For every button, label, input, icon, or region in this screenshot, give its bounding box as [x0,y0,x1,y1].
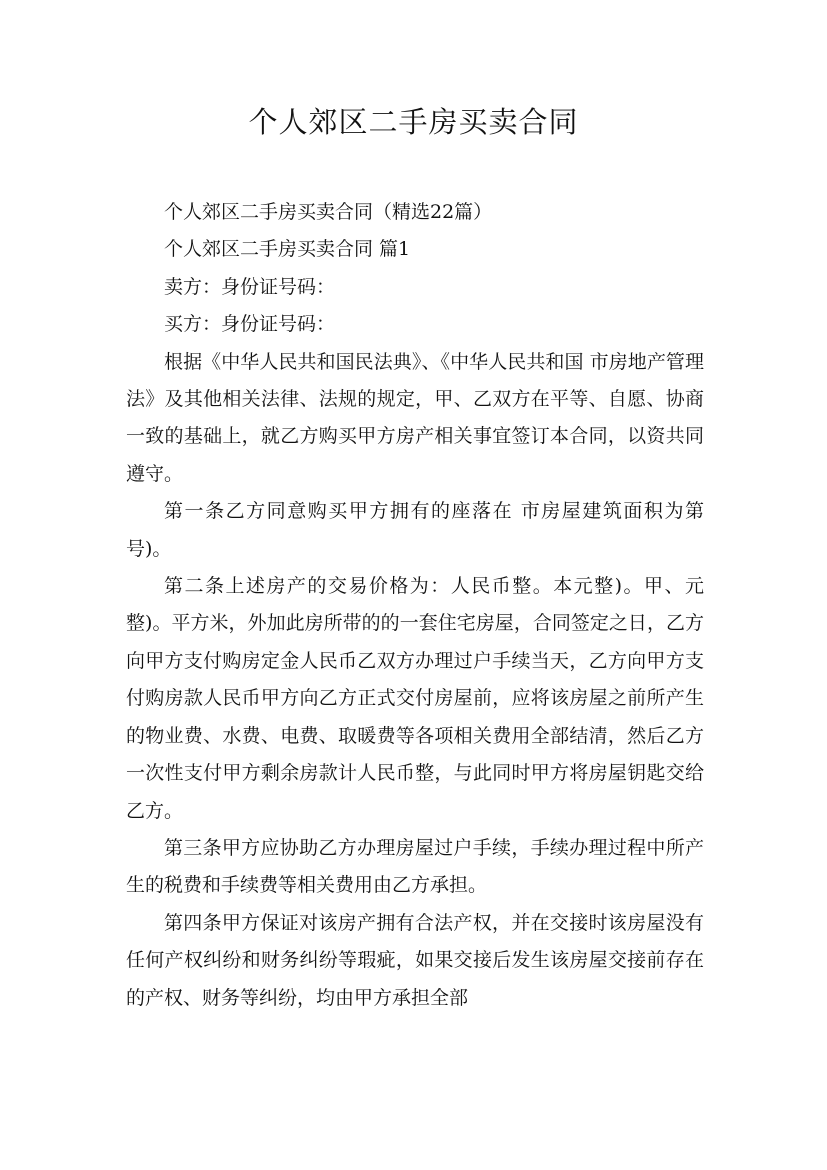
paragraph-subtitle: 个人郊区二手房买卖合同（精选22篇） [164,201,493,223]
paragraph-article-4: 第四条甲方保证对该房产拥有合法产权，并在交接时该房屋没有任何产权纠纷和财务纠纷等瑕疵，如果交接后发生该房屋交接前存在的产权、财务等纠纷，均由甲方承担全部 [126,911,704,1009]
paragraph-preamble: 根据《中华人民共和国民法典》、《中华人民共和国 市房地产管理法》及其他相关法律、法规的规定，甲、乙双方在平等、自愿、协商一致的基础上，就乙方购买甲方房产相关事宜签订本合同，以资共同遵守。 [126,350,704,485]
paragraph-article-1: 第一条乙方同意购买甲方拥有的座落在 市房屋建筑面积为第号)。 [126,500,704,560]
paragraph-section-heading: 个人郊区二手房买卖合同 篇1 [164,238,411,261]
document-title: 个人郊区二手房买卖合同 [248,105,579,139]
document-body [126,194,704,1017]
paragraph-buyer: 买方：身份证号码： [164,313,336,336]
paragraph-article-2: 第二条上述房产的交易价格为：人民币整。本元整)。甲、元整)。平方米，外加此房所带的的一套住宅房屋，合同签定之日，乙方向甲方支付购房定金人民币乙双方办理过户手续当天，乙方向甲方支付购房款人民币甲方向乙方正式交付房屋前，应将该房屋之前所产生的物业费、水费、电费、取暖费等各项相关费用全部结清，然后乙方一次性支付甲方剩余房款计人民币整，与此同时甲方将房屋钥匙交给乙方。 [126,575,704,822]
paragraph-article-3: 第三条甲方应协助乙方办理房屋过户手续，手续办理过程中所产生的税费和手续费等相关费用由乙方承担。 [126,836,704,897]
paragraph-seller: 卖方：身份证号码： [164,275,336,298]
